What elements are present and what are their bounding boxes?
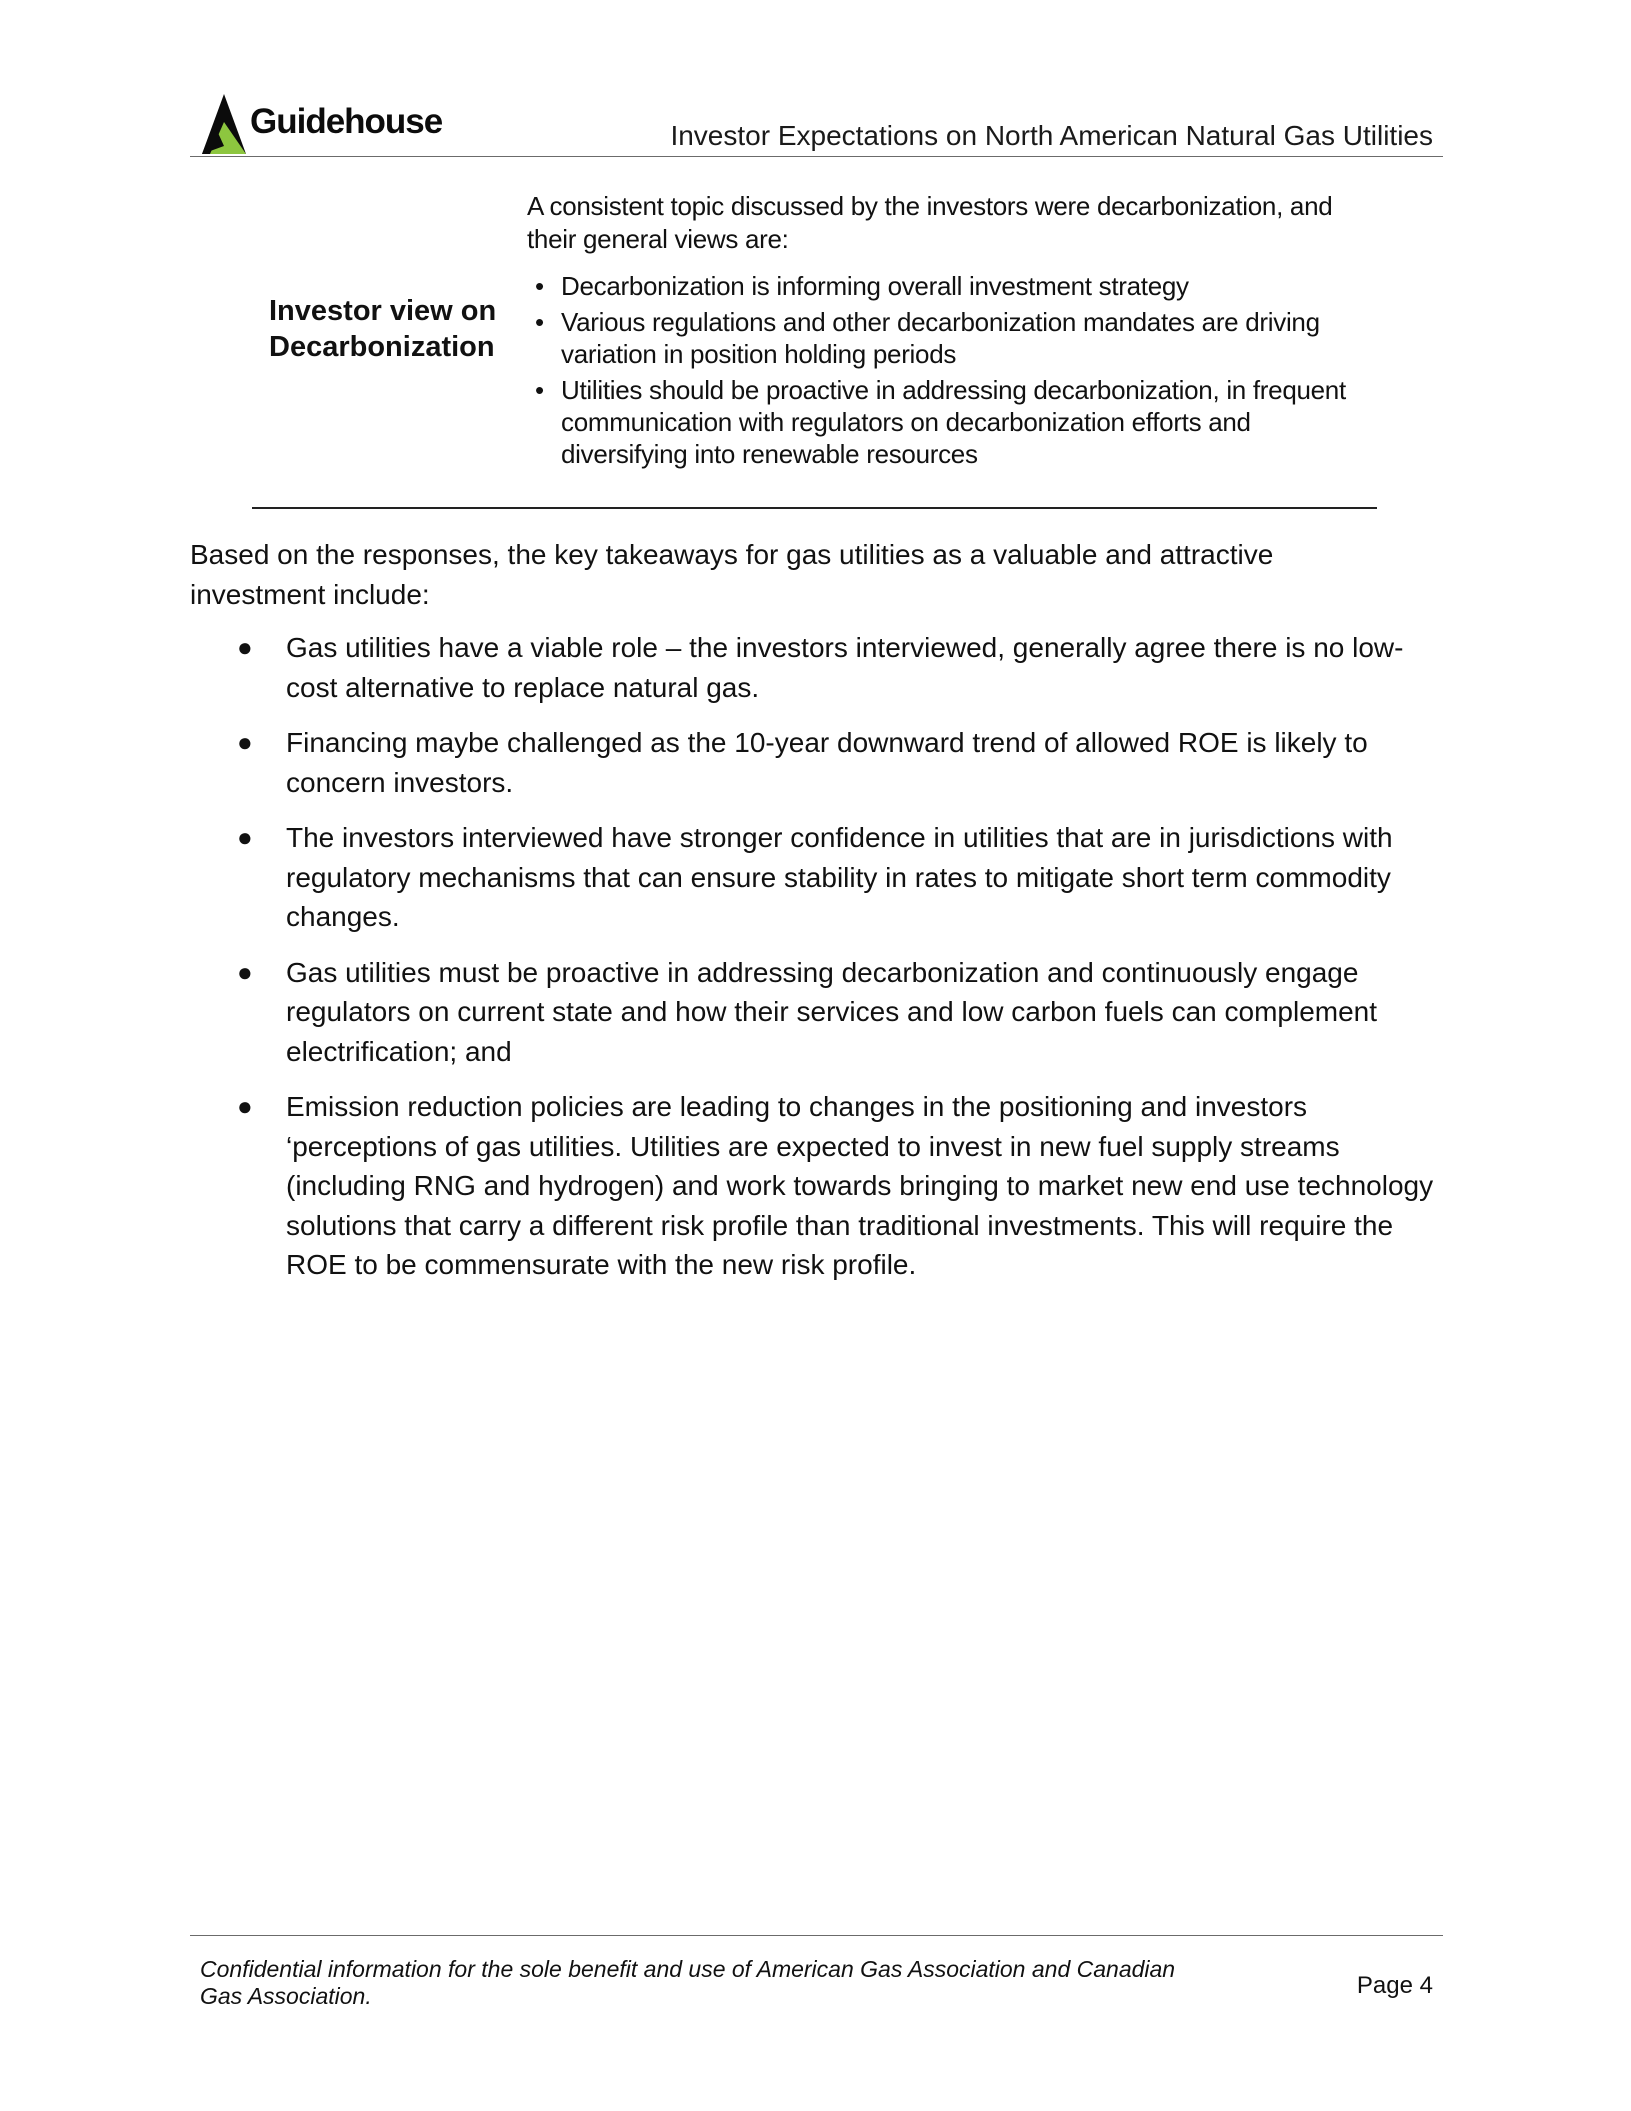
- guidehouse-logo-icon: [200, 94, 248, 154]
- bullet-icon: ●: [237, 956, 253, 987]
- bullet-icon: ●: [237, 632, 253, 662]
- guidehouse-logo: [200, 94, 442, 154]
- header-title: Investor Expectations on North American Natural Gas Utilities: [670, 120, 1433, 151]
- list-item-text: The investors interviewed have stronger confidence in utilities that are in jurisdictions with regulatory mechanisms that can ensure stability in rates to mitigate short term commodity changes.: [286, 822, 1393, 932]
- confidentiality-note: Confidential information for the sole benefit and use of American Gas Association and Canadian Gas Association.: [200, 1956, 1176, 2009]
- list-item: [190, 628, 1440, 707]
- list-item: [527, 306, 1367, 370]
- summary-label: Investor view on Decarbonization: [269, 295, 497, 363]
- list-item-text: Emission reduction policies are leading to changes in the positioning and investors ‘perceptions of gas utilities. Utilities are expected to invest in new fuel supply streams (including RNG and hydrogen) and work towards bringing to market new end use technology solutions that carry a different risk profile than traditional investments. This will require the ROE to be commensurate with the new risk profile.: [286, 1091, 1434, 1280]
- summary-body: [527, 190, 1367, 474]
- logo-text: Guidehouse: [250, 102, 443, 141]
- list-item: [190, 818, 1440, 937]
- list-item-text: Gas utilities have a viable role – the investors interviewed, generally agree there is no low-cost alternative to replace natural gas.: [286, 632, 1404, 703]
- page-number: Page 4: [1356, 1972, 1433, 1999]
- summary-table: [252, 190, 1377, 509]
- list-item-text: Various regulations and other decarbonization mandates are driving variation in position holding periods: [561, 307, 1320, 369]
- summary-intro: A consistent topic discussed by the investors were decarbonization, and their general views are:: [527, 191, 1333, 254]
- list-item-text: Decarbonization is informing overall investment strategy: [561, 271, 1189, 301]
- list-item: [190, 953, 1440, 1072]
- takeaways-list: [190, 628, 1440, 1301]
- bullet-icon: •: [535, 375, 544, 405]
- list-item-text: Utilities should be proactive in addressing decarbonization, in frequent communication with regulators on decarbonization efforts and diversifying into renewable resources: [561, 375, 1346, 469]
- list-item-text: Financing maybe challenged as the 10-year downward trend of allowed ROE is likely to concern investors.: [286, 727, 1368, 798]
- bullet-icon: ●: [237, 1091, 253, 1121]
- list-item: [527, 270, 1367, 302]
- list-item: [190, 1087, 1440, 1285]
- bullet-icon: ●: [237, 822, 253, 852]
- list-item: [527, 374, 1367, 470]
- bullet-icon: ●: [237, 727, 253, 757]
- page-header: [190, 88, 1443, 157]
- summary-list: [527, 270, 1367, 470]
- body-intro: Based on the responses, the key takeaways for gas utilities as a valuable and attractive investment include:: [190, 539, 1274, 610]
- bullet-icon: •: [535, 271, 544, 301]
- list-item: [190, 723, 1440, 802]
- list-item-text: Gas utilities must be proactive in addressing decarbonization and continuously engage regulators on current state and how their services and low carbon fuels can complement electrification; and: [286, 956, 1378, 1067]
- page-footer: [190, 1935, 1443, 2009]
- bullet-icon: •: [535, 307, 544, 337]
